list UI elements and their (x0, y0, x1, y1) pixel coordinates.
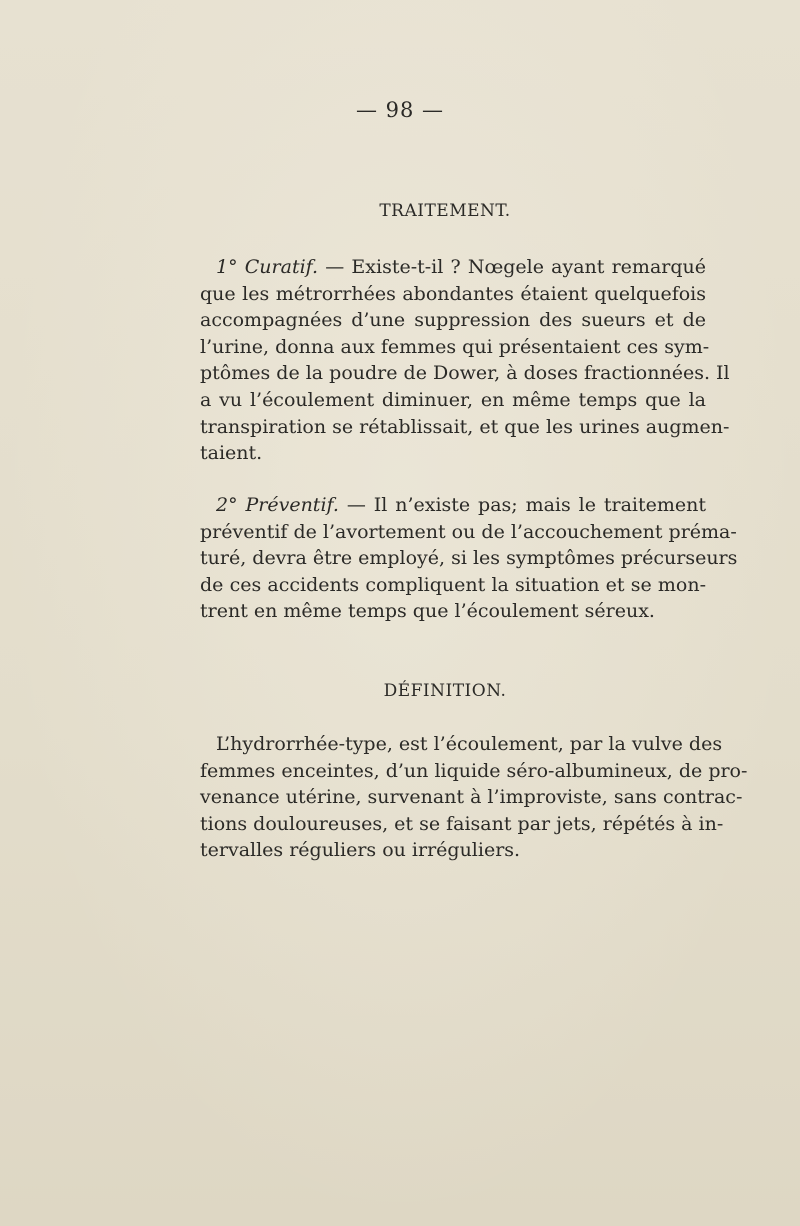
paragraph-line: venance utérine, survenant à l’improviste, sans contrac- (200, 786, 743, 809)
curatif-label: 1° Curatif. (216, 256, 319, 278)
paragraph-line: trent en même temps que l’écoulement séreux. (200, 600, 655, 623)
paragraph-line: tervalles réguliers ou irréguliers. (200, 839, 521, 862)
paragraph-line: femmes enceintes, d’un liquide séro-albumineux, de pro- (200, 759, 748, 782)
paragraph-line: transpiration se rétablissait, et que les urines augmen- (200, 415, 730, 438)
paragraph-line: ptômes de la poudre de Dower, à doses fractionnées. Il (200, 362, 730, 385)
paragraph-line: turé, devra être employé, si les symptômes précurseurs (200, 547, 738, 570)
paragraph-line: 2° Préventif. — Il n’existe pas; mais le traitement (216, 494, 707, 516)
paragraph-line: tions douloureuses, et se faisant par jets, répétés à in- (200, 812, 724, 835)
paragraph-line: a vu l’écoulement diminuer, en même temps que la (200, 388, 706, 411)
paragraph-definition (200, 731, 748, 864)
preventif-label: 2° Préventif. (216, 494, 339, 516)
section-heading-traitement: TRAITEMENT. (379, 201, 511, 221)
paragraph-line: L’hydrorrhée-type, est l’écoulement, par la vulve des (216, 733, 723, 755)
paragraph-curatif (200, 254, 730, 467)
paragraph-line: préventif de l’avortement ou de l’accouchement préma- (200, 520, 737, 543)
paragraph-line: 1° Curatif. — Existe-t-il ? Nœgele ayant remarqué (216, 256, 706, 278)
paragraph-line: que les métrorrhées abondantes étaient quelquefois (200, 282, 706, 305)
page-number: — 98 — (355, 98, 445, 122)
paragraph-line: accompagnées d’une suppression des sueurs et de (200, 309, 706, 332)
paragraph-line: taient. (200, 442, 263, 465)
paragraph-line: l’urine, donna aux femmes qui présentaient ces sym- (200, 335, 710, 358)
paragraph-preventif (200, 492, 738, 625)
paragraph-line: de ces accidents compliquent la situation et se mon- (200, 573, 706, 596)
section-heading-definition: DÉFINITION. (383, 681, 507, 701)
